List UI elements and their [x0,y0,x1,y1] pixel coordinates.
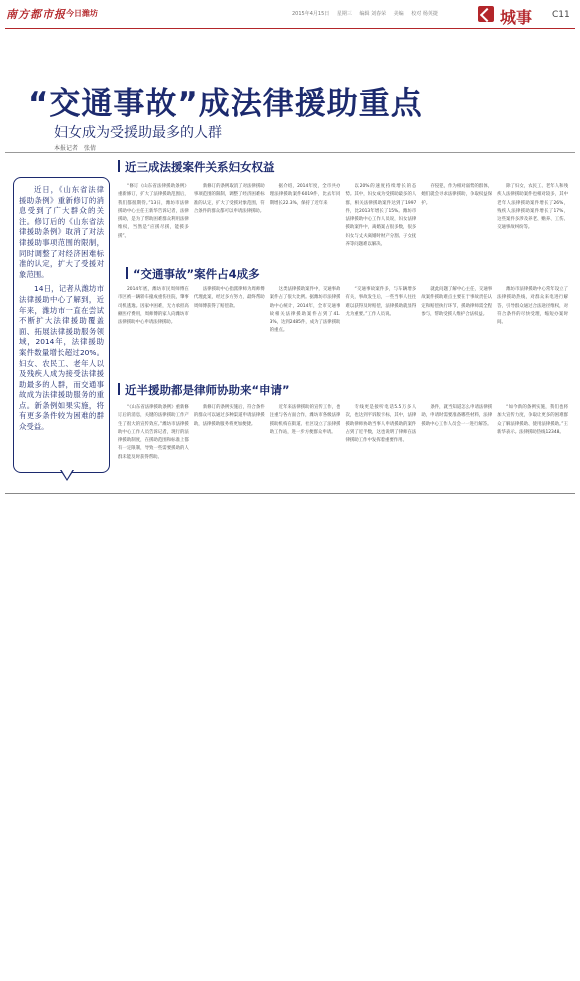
speech-bubble-tail [60,470,74,481]
body-paragraph: 除了妇女，农民工、老年人和残疾人法律援助案件也相对较多，其中老年人法律援助案件增长了26%，残疾人法律援助案件增长了17%，这些案件多涉及养老、赡养、工伤、交通事故纠纷等。 [497,184,568,231]
text-column [118,404,189,488]
body-paragraph: 就此问题了解中心主任，交通事故案件援助难点主要在于事故责任认定和赔偿执行环节，援助律师需全程参与，帮助受援人维护合法权益。 [421,287,493,317]
text-column [497,183,568,261]
section-body [118,404,568,488]
body-paragraph: 法律援助中心指派律师为周师傅代理此案，经过多方努力，最终帮助周师傅获得了赔偿款。 [193,287,265,309]
body-paragraph: 潍坊市法律援助中心常年设立了法律援助热线，对群众来电进行解答，引导群众通过合法途径维权，对符合条件的尽快受理，缩短办案时间。 [497,287,568,326]
meta-proofreader: 校对 杨英捷 [411,11,438,17]
headline-divider [5,152,575,153]
page-header [0,0,580,28]
body-paragraph: “如今新的条例实施，我们也将加大宣传力度，争取让更多的困难群众了解法律援助、使用法律援助。”王新华表示。法律援助热线12348。 [497,405,568,435]
text-column [497,286,568,372]
text-column [270,183,341,261]
text-column [345,404,416,488]
article-headline: “交通事故”成法律援助重点 [28,86,423,122]
body-paragraph: 条件，就当知道怎么申请法律援助，申请时需要准备哪些材料，法律援助中心工作人员会一一进行解答。 [421,405,493,427]
section-title: “交通事故”案件占4成多 [126,266,260,282]
text-column [270,286,341,372]
body-paragraph: 存侵犯，作为相对弱势的群体，她们就会寻求法律援助，争取权益保护。 [421,184,493,206]
article-bottom-divider [5,493,575,494]
body-paragraph: 2014年底，潍坊市民周师傅在市区被一辆轿车撞成重伤住院，肇事司机逃逸。因家中困难，无力承担高额医疗费用，周师傅的家人向潍坊市法律援助中心申请法律援助。 [118,287,189,326]
article-subheadline: 妇女成为受援助最多的人群 [54,125,222,141]
page-number: C11 [552,10,570,20]
body-paragraph: 新修订的条例取消了对法律援助事项范围的限制，调整了经济困难标准的认定，扩大了受援对象范围，符合条件的群众都可以申请法律援助。 [193,184,265,214]
text-column [421,286,492,372]
intro-paragraph: 近日，《山东省法律援助条例》重新修订的消息受到了广大群众的关注。修订后的《山东省法律援助条例》取消了对法律援助事项范围的限制，同时调整了对经济困难标准的认定，扩大了受援对象范围。 [19,185,104,279]
body-paragraph: “修订《山东省法律援助条例》重新修订，扩大了法律援助范围后，我们都很期待。”13日，潍坊市法律援助中心主任王新华告诉记者，法律援助，是为了帮助困难群众利用法律维权，当然是“应援尽援，能援多援”。 [118,184,189,239]
text-column [345,183,416,261]
text-column [421,183,492,261]
section-label-left: 今日潍坊 [66,9,98,18]
text-column [497,404,568,488]
section-chevron-icon [478,6,494,22]
body-paragraph: 据介绍，2014年度，全市共办理法律援助案件6019件，比去年同期增长22.3%，保持了近年来 [269,184,341,206]
intro-paragraph: 14日，记者从潍坊市法律援助中心了解到，近年来，潍坊市一直在尝试不断扩大法律援助覆盖面、拓展法律援助服务领域，2014年，法律援助案件数量增长超过20%。妇女、农民工、老年人以及残疾人成为接受法律援助最多的人群，而交通事故成为法律援助服务的重点。新条例如果实施，将有更多条件较为困难的群众受益。 [19,284,104,432]
meta-editor: 编辑 刘春荣 [359,11,387,17]
text-column [194,183,265,261]
meta-weekday: 星期三 [336,11,352,17]
section-badge [478,3,576,27]
text-column [118,286,189,372]
text-column [345,286,416,372]
body-paragraph: “《山东省法律援助条例》重新修订后的消息，关键的法律援助工作产生了很大的宣传效应。”潍坊市法律援助中心工作人员告诉记者，现行的法律援助制度，在援助范围和标准上都有一定限制，导致一些需要援助的人群未能及时获得帮助。 [118,405,189,460]
section-body [118,286,568,372]
text-column [421,404,492,488]
meta-designer: 美编 [393,11,404,17]
article-byline: 本报记者 张倩 [54,145,97,152]
meta-date: 2015年4月15日 [292,11,330,17]
text-column [194,404,265,488]
intro-box [13,177,110,473]
body-paragraph: 近年来法律援助的宣传工作，也注重与各方面合作，潍坊市各级法律援助机构在街道、社区设立了法律援助工作站，进一步方便群众申请。 [269,405,341,435]
page-meta [292,10,444,17]
body-paragraph: 专线更是接听电话5.5万多人次，也达到平诉版卡标，其中，法律援助律师协助当事人申请援助的案件占到了近半数，这也说明了律师在法律援助工作中发挥着重要作用。 [345,405,417,444]
text-column [118,183,189,261]
body-paragraph: 以20%的速度持续增长的态势。其中，妇女成为受援助最多的人群，相关法律援助案件达到了1997件，比2013年增长了15%。潍坊市法律援助中心工作人员说，妇女法律援助案件中，离婚案占很多数，很多妇女与丈夫离婚时财产分割、子女抚养等问题难以解决。 [345,184,417,248]
header-divider [5,28,575,29]
text-column [270,404,341,488]
text-column [194,286,265,372]
body-paragraph: 新修订的条例实施后，符合条件的群众可以通过多种渠道申请法律援助，法律援助服务将更加便捷。 [193,405,265,427]
body-paragraph: “交通事故案件多，与车辆增多有关，事故发生后，一些当事人往往难以获得及时赔偿，法律援助就显得尤为重要。”工作人员说。 [345,287,417,317]
section-title: 近三成法援案件关系妇女权益 [118,159,275,175]
section-title: 近半援助都是律师协助来“申请” [118,382,290,398]
body-paragraph: 这类法律援助案件中，交通事故案件占了很大比例。据潍坊市法律援助中心统计，2014年，全市交通事故相关法律援助案件占到了41.3%，达到2485件，成为了法律援助的重点。 [269,287,341,334]
section-name: 城事 [500,8,533,27]
section-body [118,183,568,261]
newspaper-logo: 南方都市报 [6,8,66,21]
